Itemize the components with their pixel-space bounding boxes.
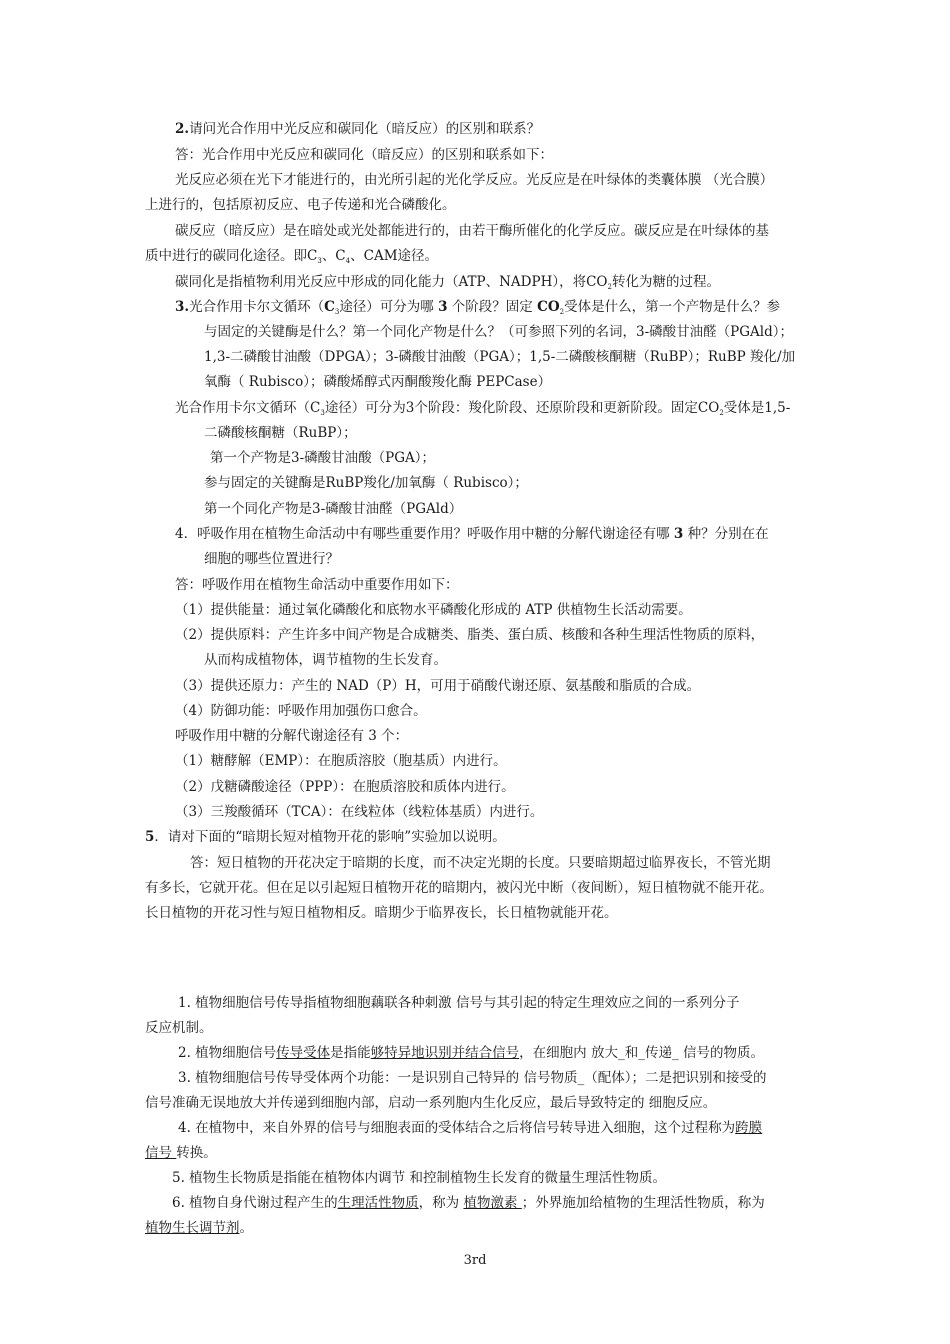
q4-pathway-2: （2）戊糖磷酸途径（PPP）：在胞质溶胶和质体内进行。 <box>175 779 515 795</box>
q3-title-line-2: 与固定的关键酶是什么？第一个同化产物是什么？（可参照下列的名词，3-磷酸甘油醛（PGAld）； <box>204 324 793 340</box>
q3-answer-line-2: 二磷酸核酮糖（RuBP）； <box>204 425 357 441</box>
fill-item-3b: 信号准确无误地放大并传递到细胞内部，启动一系列胞内生化反应，最后导致特定的 细胞反应。 <box>145 1095 717 1111</box>
q4-pathway-3: （3）三羧酸循环（TCA）：在线粒体（线粒体基质）内进行。 <box>175 804 544 820</box>
q4-point-1: （1）提供能量：通过氧化磷酸化和底物水平磷酸化形成的 ATP 供植物生长活动需要。 <box>175 602 692 618</box>
q4-title-line-1: 4．呼吸作用在植物生命活动中有哪些重要作用？呼吸作用中糖的分解代谢途径有哪 3 种？分别在在 <box>175 526 769 542</box>
q4-pathway-intro: 呼吸作用中糖的分解代谢途径有 3 个： <box>175 728 409 744</box>
q3-answer-line-5: 第一个同化产物是3-磷酸甘油醛（PGAld） <box>204 501 463 517</box>
q5-answer-line-2: 有多长，它就开花。但在足以引起短日植物开花的暗期内，被闪光中断（夜间断），短日植物就不能开花。 <box>145 880 773 896</box>
q4-title-line-2: 细胞的哪些位置进行？ <box>204 551 339 567</box>
q4-point-2b: 从而构成植物体，调节植物的生长发育。 <box>204 652 447 668</box>
fill-item-4a: 4. 在植物中，来自外界的信号与细胞表面的受体结合之后将信号转导进入细胞，这个过程称为跨膜 <box>178 1120 763 1136</box>
q5-answer-line-3: 长日植物的开花习性与短日植物相反。暗期少于临界夜长，长日植物就能开花。 <box>145 905 618 921</box>
q2-answer-intro: 答：光合作用中光反应和碳同化（暗反应）的区别和联系如下： <box>175 147 553 163</box>
q4-point-4: （4）防御功能：呼吸作用加强伤口愈合。 <box>175 703 427 719</box>
q5-title: 5．请对下面的“暗期长短对植物开花的影响”实验加以说明。 <box>145 829 506 845</box>
fill-item-4b: 信号 转换。 <box>145 1145 217 1161</box>
fill-item-1a: 1. 植物细胞信号传导指植物细胞藕联各种刺激 信号与其引起的特定生理效应之间的一系列分子 <box>178 995 740 1011</box>
page-number: 3rd <box>463 1253 487 1268</box>
q2-dark-line-1: 碳反应（暗反应）是在暗处或光处都能进行的，由若干酶所催化的化学反应。碳反应是在叶绿体的基 <box>175 223 769 239</box>
q2-light-line-2: 上进行的，包括原初反应、电子传递和光合磷酸化。 <box>145 197 456 213</box>
q2-light-line-1: 光反应必须在光下才能进行的，由光所引起的光化学反应。光反应是在叶绿体的类囊体膜 （光合膜） <box>175 172 774 188</box>
q3-answer-line-3: 第一个产物是3-磷酸甘油酸（PGA）； <box>210 450 436 466</box>
q3-title-line-3: 1,3-二磷酸甘油酸（DPGA）；3-磷酸甘油酸（PGA）；1,5-二磷酸核酮糖（RuBP）；RuBP 羧化/加 <box>204 349 796 365</box>
q3-title-line-1: 3.光合作用卡尔文循环（$C_3$途径）可分为哪 3 个阶段？固定 $CO_2$受体是什么，第一个产物是什么？参 <box>175 299 781 316</box>
fill-item-6a: 6. 植物自身代谢过程产生的生理活性物质，称为 植物激素 ；外界施加给植物的生理活性物质，称为 <box>172 1195 765 1211</box>
q4-point-3: （3）提供还原力：产生的 NAD（P）H，可用于硝酸代谢还原、氨基酸和脂质的合成。 <box>175 678 701 694</box>
q2-dark-line-2: 质中进行的碳同化途径。即$C_3$、$C_4$、CAM途径。 <box>145 248 439 265</box>
q4-answer-intro: 答：呼吸作用在植物生命活动中重要作用如下： <box>175 577 459 593</box>
q3-answer-line-1: 光合作用卡尔文循环（$C_3$途径）可分为3个阶段：羧化阶段、还原阶段和更新阶段。固定$CO_2$受体是1,5- <box>175 400 791 417</box>
q5-answer-line-1: 答：短日植物的开花决定于暗期的长度，而不决定光期的长度。只要暗期超过临界夜长，不管光期 <box>190 855 771 871</box>
fill-item-6b: 植物生长调节剂。 <box>145 1220 253 1236</box>
q2-title: 2.请问光合作用中光反应和碳同化（暗反应）的区别和联系？ <box>175 121 541 137</box>
fill-item-5: 5. 植物生长物质是指能在植物体内调节 和控制植物生长发育的微量生理活性物质。 <box>172 1170 666 1186</box>
fill-item-2: 2. 植物细胞信号传导受体是指能够特异地识别并结合信号，在细胞内 放大_和_传递_ 信号的物质。 <box>178 1045 765 1061</box>
q2-assimilation: 碳同化是指植物利用光反应中形成的同化能力（ATP、NADPH），将$CO_2$转化为糖的过程。 <box>175 274 720 291</box>
fill-item-3a: 3. 植物细胞信号传导受体两个功能：一是识别自己特异的 信号物质_（配体）；二是把识别和接受的 <box>178 1070 767 1086</box>
q4-pathway-1: （1）糖酵解（EMP）：在胞质溶胶（胞基质）内进行。 <box>175 753 507 769</box>
q3-answer-line-4: 参与固定的关键酶是RuBP羧化/加氧酶（ Rubisco）； <box>204 475 528 491</box>
q4-point-2a: （2）提供原料：产生许多中间产物是合成糖类、脂类、蛋白质、核酸和各种生理活性物质的原料， <box>175 627 765 643</box>
q3-title-line-4: 氧酶（ Rubisco）；磷酸烯醇式丙酮酸羧化酶 PEPCase） <box>204 374 552 390</box>
fill-item-1b: 反应机制。 <box>145 1020 213 1036</box>
